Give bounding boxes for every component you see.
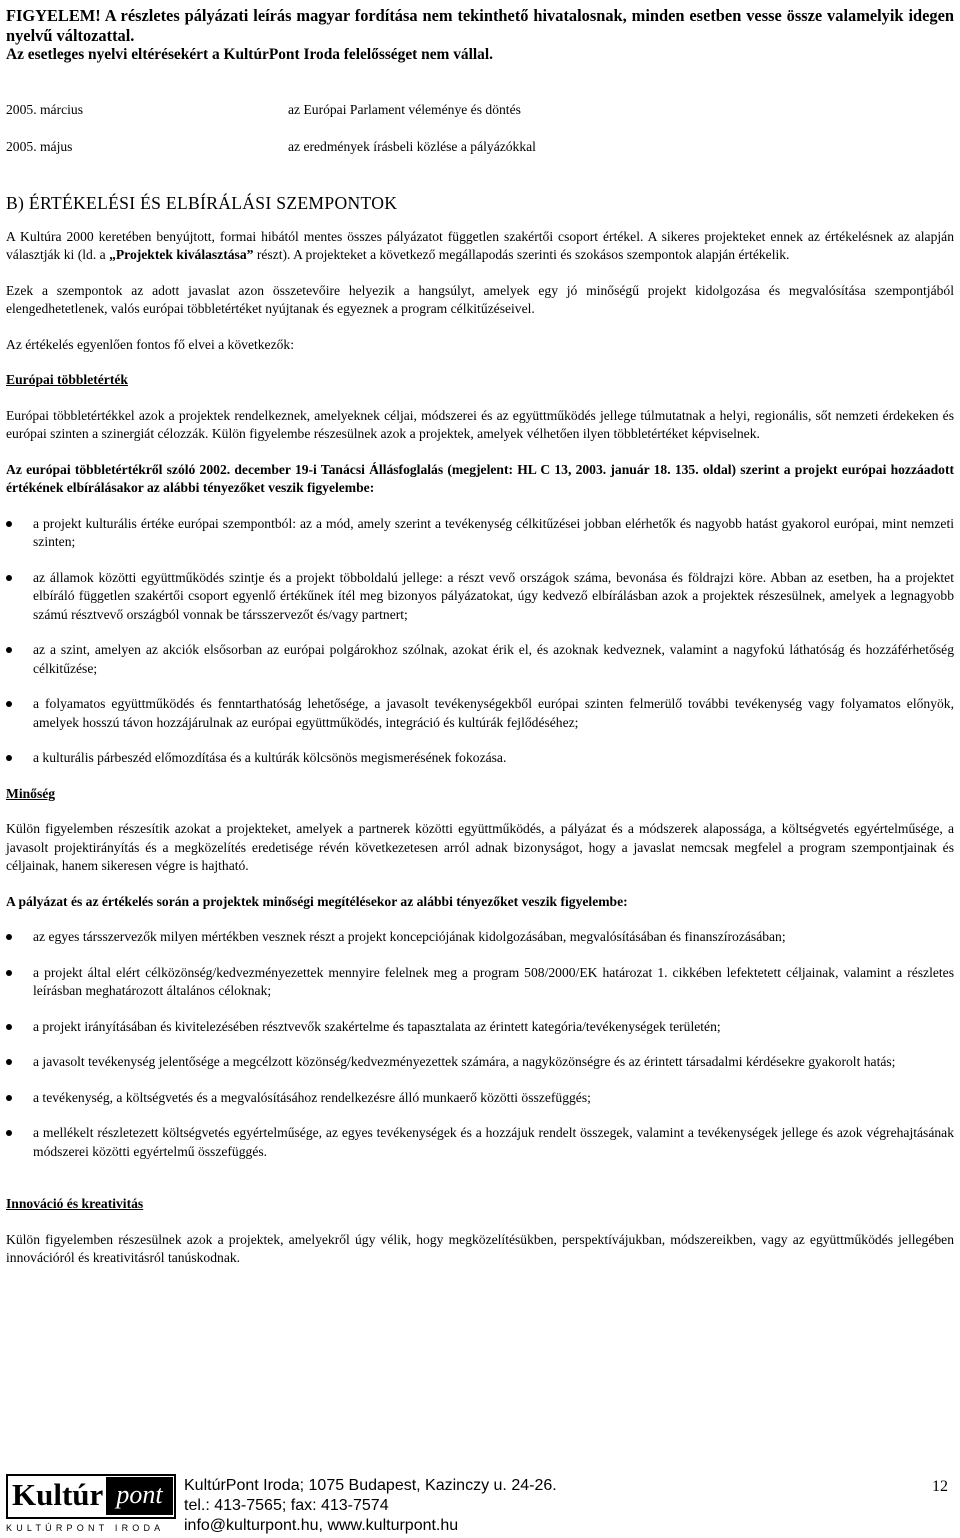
page-number: 12 xyxy=(932,1478,948,1495)
list-item: az a szint, amelyen az akciók elsősorban az európai polgárokhoz szólnak, azokat érik el, és azoknak kedveznek, valamint a nagyfokú láthatóság és hozzáférhetőség célkitűzése; xyxy=(6,641,954,678)
footer-phone: tel.: 413-7565; fax: 413-7574 xyxy=(184,1497,389,1514)
projects-selection-reference: „Projektek kiválasztása” xyxy=(109,247,254,262)
translation-warning xyxy=(6,6,954,65)
timeline-date: 2005. május xyxy=(6,138,73,154)
warning-line-1: FIGYELEM! A részletes pályázati leírás magyar fordítása nem tekinthető hivatalosnak, minden esetben vesse össze valamelyik idegen nyelvű változattal. xyxy=(6,6,954,45)
list-item: a javasolt tevékenység jelentősége a megcélzott közönség/kedvezményezettek számára, a nagyközönségre és az érintett társadalmi kérdésekre gyakorolt hatás; xyxy=(6,1053,954,1072)
footer-address: KultúrPont Iroda; 1075 Budapest, Kazinczy u. 24-26. xyxy=(184,1477,557,1494)
paragraph: Az értékelés egyenlően fontos fő elvei a következők: xyxy=(6,336,294,352)
bold-intro: Az európai többletértékről szóló 2002. december 19-i Tanácsi Állásfoglalás (megjelent: HL C 13, 2003. január 18. 135. oldal) szerint a projekt európai hozzáadott értékének elbírálásakor az alábbi tényezőket veszik figyelembe: xyxy=(6,461,954,495)
list-item: a projekt által elért célközönség/kedvezményezettek mennyire felelnek meg a program 508/2000/EK határozat 1. cikkében lefektetett céljainak, valamint a részletes leírásban meghatározott általános céloknak; xyxy=(6,964,954,1001)
paragraph: Külön figyelemben részesítik azokat a projekteket, amelyek a partnerek közötti együttműködés, a pályázat és a módszerek alapossága, a költségvetés egyértelműsége, a javasolt projektirányítás és a megközelítés eredetisége révén következetesen arról adnak bizonyságot, hogy a javaslat nemcsak megfelel a program szempontjainak és céljainak, hanem sikeresen végre is hajtható. xyxy=(6,821,954,873)
document-page xyxy=(6,6,954,1268)
logo-subtitle: KULTÚRPONT IRODA xyxy=(6,1523,165,1533)
list-item: a kulturális párbeszéd előmozdítása és a kultúrák kölcsönös megismerésének fokozása. xyxy=(6,749,954,768)
list-item: a projekt irányításában és kivitelezésében résztvevők szakértelme és tapasztalata az érintett kategória/tevékenységek területén; xyxy=(6,1018,954,1037)
section-title: B) ÉRTÉKELÉSI ÉS ELBÍRÁLÁSI SZEMPONTOK xyxy=(6,192,398,213)
list-item: az egyes társszervezők milyen mértékben vesznek részt a projekt koncepciójának kidolgozásában, megvalósításában és finanszírozásában; xyxy=(6,928,954,947)
subsection-title-quality: Minőség xyxy=(6,785,56,801)
list-item: a mellékelt részletezett költségvetés egyértelműsége, az egyes tevékenységek és a hozzájuk rendelt összegek, valamint a tevékenységek jellege és azok végrehajtásának módszerei közötti egyértelmű összefüggés. xyxy=(6,1124,954,1161)
footer-contact xyxy=(184,1476,557,1536)
list-item: a tevékenység, a költségvetés és a megvalósításához rendelkezésre álló munkaerő közötti összefüggés; xyxy=(6,1089,954,1108)
text-run: részt). A projekteket a következő megállapodás szerinti és szokásos szempontok alapján értékelik. xyxy=(253,247,790,262)
text-run: A Kultúra 2000 keretében benyújtott, formai hibától mentes összes pályázatot független szakértői csoport értékel. A sikeres projekteket ennek az értékelésnek az alapján választják ki (ld. a xyxy=(6,228,954,262)
list-item: az államok közötti együttműködés szintje és a projekt többoldalú jellege: a részt vevő országok száma, bevonása és földrajzi köre. Abban az esetben, ha a projektet elbíráló független szakértői csoport egyenlő értékűnek ítél meg bizonyos pályázatokat, úgy kedvező elbírálásban azok a projektek részesülnek, amelyek a legnagyobb számú résztvevő országból vonnak be társszervezőt és/vagy partnert; xyxy=(6,569,954,625)
european-value-list xyxy=(6,515,954,768)
paragraph: Külön figyelemben részesülnek azok a projektek, amelyekről úgy vélik, hogy megközelítésükben, perspektívájukban, módszereikben, vagy az együttműködés jellegében innovációról és kreativitásról tanúskodnak. xyxy=(6,1231,954,1265)
subsection-title-european-value: Európai többletérték xyxy=(6,372,128,387)
timeline-row xyxy=(6,101,954,138)
timeline xyxy=(6,101,954,175)
subsection-title-innovation: Innováció és kreativitás xyxy=(6,1196,144,1211)
logo-text-left: Kultúr xyxy=(12,1477,104,1512)
paragraph xyxy=(6,228,954,265)
warning-line-2: Az esetleges nyelvi eltérésekért a KultúrPont Iroda felelősséget nem vállal. xyxy=(6,46,493,63)
timeline-event: az eredmények írásbeli közlése a pályázókkal xyxy=(288,138,536,154)
list-item: a folyamatos együttműködés és fenntarthatóság lehetősége, a javasolt tevékenységekből európai szinten felmerülő további tevékenység vagy folyamatos előnyök, amelyek hosszú távon hozzájárulnak az európai együttműködés, integráció és kultúrák fejlődéséhez; xyxy=(6,695,954,732)
paragraph: Ezek a szempontok az adott javaslat azon összetevőire helyezik a hangsúlyt, amelyek egy jó minőségű projekt kidolgozása és megvalósítása szempontjából elengedhetetlenek, valós európai többletértéket nyújtanak és egyeznek a program célkitűzéseivel. xyxy=(6,282,954,316)
page-footer xyxy=(6,1474,954,1534)
timeline-row xyxy=(6,138,954,175)
logo-text-right: pont xyxy=(106,1477,173,1515)
timeline-event: az Európai Parlament véleménye és döntés xyxy=(288,101,521,117)
quality-list xyxy=(6,928,954,1161)
bold-intro: A pályázat és az értékelés során a projektek minőségi megítélésekor az alábbi tényezőket veszik figyelembe: xyxy=(6,893,628,909)
paragraph: Európai többletértékkel azok a projektek rendelkeznek, amelyeknek céljai, módszerei és az együttműködés jellege túlmutatnak a helyi, regionális, sőt nemzeti érdekeken és európai szinten a szinergiát célozzák. Külön figyelembe részesülnek azok a projektek, amelyek vélhetően ilyen többletértéket képviselnek. xyxy=(6,407,954,441)
footer-web[interactable]: info@kulturpont.hu, www.kulturpont.hu xyxy=(184,1517,459,1534)
kulturpont-logo xyxy=(6,1474,176,1534)
timeline-date: 2005. március xyxy=(6,101,84,117)
list-item: a projekt kulturális értéke európai szempontból: az a mód, amely szerint a tevékenység célkitűzései jobban elérhetők és nagyobb hatást gyakorol európai, mint nemzeti szinten; xyxy=(6,515,954,552)
